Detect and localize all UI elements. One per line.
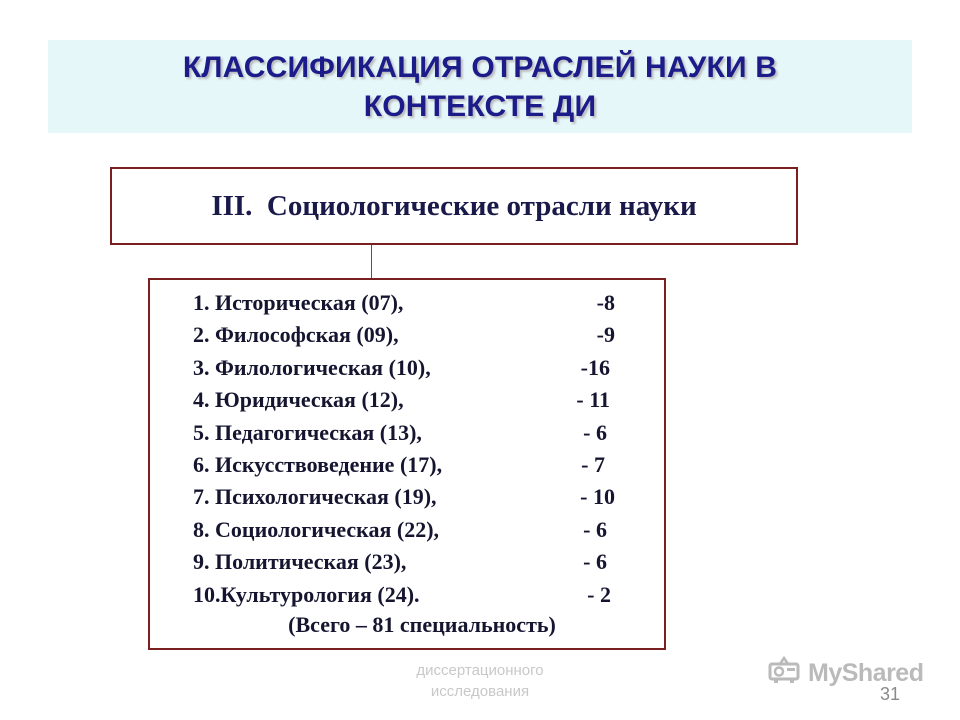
list-item-count: - 11 <box>576 387 610 412</box>
list-item-label: 8. Социологическая (22), <box>193 517 440 542</box>
watermark-text: MyShared <box>808 658 924 687</box>
projector-icon <box>768 656 802 691</box>
connector-line <box>371 245 372 278</box>
slide-title-line-1: КЛАССИФИКАЦИЯ ОТРАСЛЕЙ НАУКИ В <box>182 51 778 84</box>
page-number: 31 <box>880 684 901 704</box>
faded-background-text <box>380 660 580 702</box>
list-item-label: 7. Психологическая (19), <box>193 484 437 509</box>
section-heading-box <box>110 167 798 245</box>
list-item-label: 5. Педагогическая (13), <box>193 420 422 445</box>
section-heading: III. Социологические отрасли науки <box>211 189 697 222</box>
list-item-label: 9. Политическая (23), <box>193 549 407 574</box>
total-specialties: (Всего – 81 специальность) <box>288 612 556 637</box>
list-item-count: - 6 <box>583 549 607 574</box>
myshared-watermark <box>768 656 923 690</box>
list-item-count: - 7 <box>581 452 605 477</box>
list-item-count: - 6 <box>583 517 607 542</box>
list-item-label: 3. Филологическая (10), <box>193 355 431 380</box>
list-item-label: 2. Философская (09), <box>193 322 399 347</box>
list-item-count: -8 <box>596 290 615 315</box>
list-item-label: 10.Культурология (24). <box>193 582 420 607</box>
faded-text-line-2: исследования <box>430 683 530 700</box>
list-item-count: - 6 <box>583 420 607 445</box>
list-item-label: 4. Юридическая (12), <box>193 387 404 412</box>
list-item-count: -9 <box>596 322 615 347</box>
list-item-label: 1. Историческая (07), <box>193 290 404 315</box>
slide-title <box>48 48 912 126</box>
list-item-count: -16 <box>580 355 610 380</box>
list-item-label: 6. Искусствоведение (17), <box>193 452 443 477</box>
list-item-count: - 2 <box>587 582 611 607</box>
list-item-count: - 10 <box>580 484 615 509</box>
faded-text-line-1: диссертационного <box>416 662 544 679</box>
slide-title-line-2: КОНТЕКСТЕ ДИ <box>363 90 597 123</box>
